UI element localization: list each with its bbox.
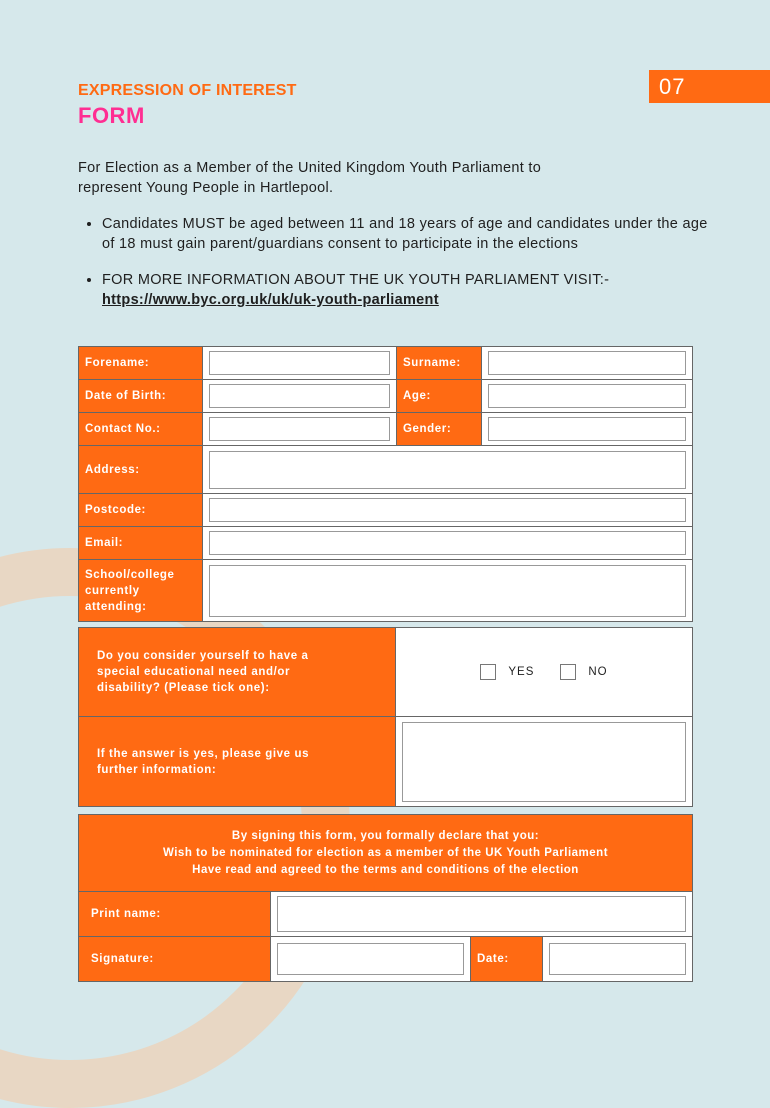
school-input[interactable] (209, 565, 686, 617)
sen-question-line3: disability? (Please tick one): (97, 682, 270, 694)
school-label-line3: attending: (85, 600, 147, 613)
requirements-list (82, 214, 720, 326)
date-label: Date: (471, 937, 543, 982)
gender-label: Gender: (397, 413, 482, 446)
yes-option[interactable] (480, 664, 534, 680)
email-label: Email: (79, 527, 203, 560)
sen-further-line1: If the answer is yes, please give us (97, 747, 310, 760)
sen-options (402, 664, 686, 680)
postcode-input[interactable] (209, 498, 686, 522)
yes-checkbox[interactable] (480, 664, 496, 680)
school-label-line1: School/college (85, 568, 175, 581)
date-input[interactable] (549, 943, 686, 975)
contact-label: Contact No.: (79, 413, 203, 446)
address-input[interactable] (209, 451, 686, 489)
more-info-text: FOR MORE INFORMATION ABOUT THE UK YOUTH PARLIAMENT VISIT:- (102, 272, 610, 288)
signature-input[interactable] (277, 943, 464, 975)
sen-question-line1: Do you consider yourself to have a (97, 650, 309, 662)
intro-line1: For Election as a Member of the United Kingdom Youth Parliament to (78, 160, 542, 176)
sen-table (78, 627, 693, 807)
school-label-line2: currently (85, 584, 140, 597)
declaration-line3: Have read and agreed to the terms and conditions of the election (192, 863, 579, 876)
bullet-age-requirement: • Candidates MUST be aged between 11 and 18 years of age and candidates under the age of 18 must gain parent/guardians consent to participate in the elections (102, 214, 720, 254)
ukyp-link[interactable]: https://www.byc.org.uk/uk/uk-youth-parliament (102, 292, 439, 308)
surname-label: Surname: (397, 347, 482, 380)
no-option[interactable] (560, 664, 607, 680)
age-input[interactable] (488, 384, 686, 408)
bullet-more-info (102, 270, 720, 310)
school-label (79, 560, 203, 622)
form-title-line1: EXPRESSION OF INTEREST (78, 82, 297, 99)
personal-details-table (78, 346, 693, 622)
forename-label: Forename: (79, 347, 203, 380)
postcode-label: Postcode: (79, 494, 203, 527)
page-number: 07 (649, 70, 770, 103)
intro-text (78, 158, 698, 198)
declaration-line2: Wish to be nominated for election as a member of the UK Youth Parliament (162, 846, 609, 859)
signature-label: Signature: (79, 937, 271, 982)
no-label: NO (588, 666, 608, 678)
yes-label: YES (508, 666, 535, 678)
email-input[interactable] (209, 531, 686, 555)
sen-question-line2: special educational need and/or (97, 666, 291, 678)
gender-input[interactable] (488, 417, 686, 441)
form-title-line2: FORM (78, 103, 145, 128)
print-name-input[interactable] (277, 896, 686, 932)
intro-line2: represent Young People in Hartlepool. (78, 180, 334, 196)
print-name-label: Print name: (79, 892, 271, 937)
declaration-table (78, 814, 693, 982)
address-label: Address: (79, 446, 203, 494)
age-label: Age: (397, 380, 482, 413)
no-checkbox[interactable] (560, 664, 576, 680)
sen-question (79, 628, 396, 717)
dob-label: Date of Birth: (79, 380, 203, 413)
declaration-line1: By signing this form, you formally declare that you: (231, 829, 540, 842)
sen-further-label (79, 717, 396, 807)
forename-input[interactable] (209, 351, 390, 375)
declaration-text (79, 815, 693, 892)
sen-further-line2: further information: (97, 763, 217, 776)
sen-further-input[interactable] (402, 722, 686, 802)
dob-input[interactable] (209, 384, 390, 408)
surname-input[interactable] (488, 351, 686, 375)
contact-input[interactable] (209, 417, 390, 441)
